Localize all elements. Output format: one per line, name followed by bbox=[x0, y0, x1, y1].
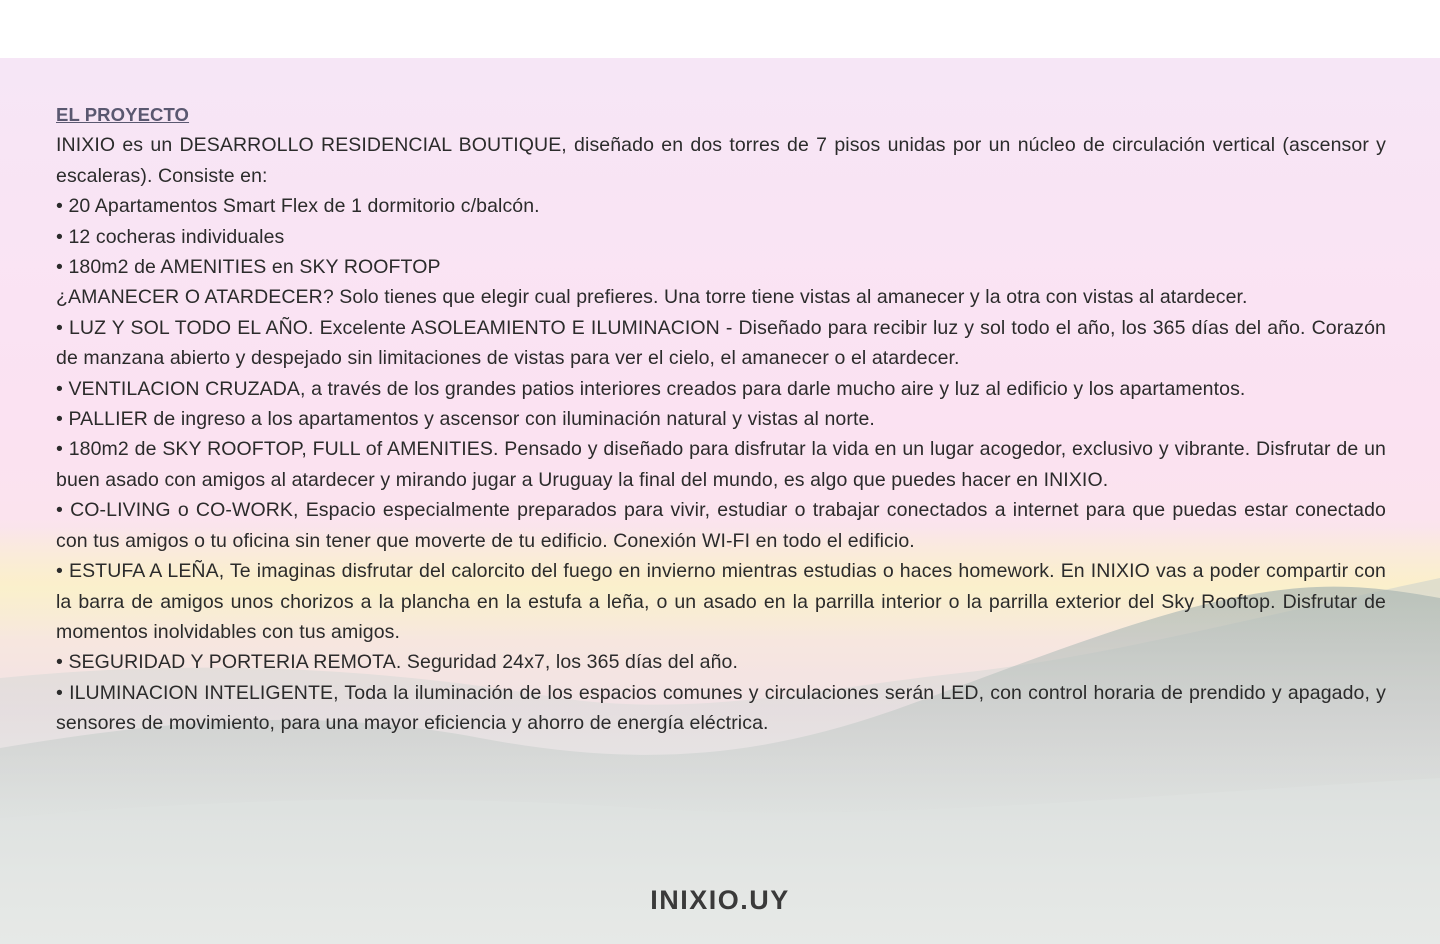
bullet-paragraph: • CO-LIVING o CO-WORK, Espacio especialmente preparados para vivir, estudiar o trabajar conectados a internet para que puedas estar conectado con tus amigos o tu oficina sin tener que moverte de tu edificio. Conexión WI-FI en todo el edificio. bbox=[56, 499, 1386, 552]
website-footer: INIXIO.UY bbox=[650, 885, 790, 915]
bullet-paragraph: • VENTILACION CRUZADA, a través de los grandes patios interiores creados para darle mucho aire y luz al edificio y los apartamentos. bbox=[56, 377, 1246, 400]
section-heading: EL PROYECTO bbox=[56, 104, 190, 125]
feature-item: • 180m2 de AMENITIES en SKY ROOFTOP bbox=[56, 256, 441, 279]
bullet-paragraph: • ILUMINACION INTELIGENTE, Toda la iluminación de los espacios comunes y circulaciones serán LED, con control horaria de prendido y apagado, y sensores de movimiento, para una mayor eficiencia y ahorro de energía eléctrica. bbox=[56, 681, 1386, 735]
feature-item: • 12 cocheras individuales bbox=[56, 225, 285, 248]
bullet-paragraph: • 180m2 de SKY ROOFTOP, FULL of AMENITIES. Pensado y diseñado para disfrutar la vida en un lugar acogedor, exclusivo y vibrante. Disfrutar de un buen asado con amigos al atardecer y mirando jugar a Uruguay la final del mundo, es algo que puedes hacer en INIXIO. bbox=[56, 438, 1386, 491]
bullet-paragraph: • ESTUFA A LEÑA, Te imaginas disfrutar del calorcito del fuego en invierno mientras estudias o haces homework. En INIXIO vas a poder compartir con la barra de amigos unos chorizos a la plancha en la estufa a leña, o un asado en la parrilla interior o la parrilla exterior del Sky Rooftop. Disfrutar de momentos inolvidables con tus amigos. bbox=[56, 560, 1386, 643]
bullet-paragraph: • PALLIER de ingreso a los apartamentos y ascensor con iluminación natural y vistas al norte. bbox=[56, 408, 875, 431]
bullet-paragraph: • LUZ Y SOL TODO EL AÑO. Excelente ASOLEAMIENTO E ILUMINACION - Diseñado para recibir luz y sol todo el año, los 365 días del año. Corazón de manzana abierto y despejado sin limitaciones de vistas para ver el cielo, el amanecer o el atardecer. bbox=[56, 316, 1386, 370]
question-paragraph: ¿AMANECER O ATARDECER? Solo tienes que elegir cual prefieres. Una torre tiene vistas al amanecer y la otra con vistas al atardecer. bbox=[56, 286, 1248, 309]
feature-item: • 20 Apartamentos Smart Flex de 1 dormitorio c/balcón. bbox=[56, 195, 540, 218]
top-margin bbox=[0, 0, 1440, 62]
intro-paragraph: INIXIO es un DESARROLLO RESIDENCIAL BOUTIQUE, diseñado en dos torres de 7 pisos unidas por un núcleo de circulación vertical (ascensor y escaleras). Consiste en: bbox=[56, 134, 1386, 187]
bullet-paragraph: • SEGURIDAD Y PORTERIA REMOTA. Seguridad 24x7, los 365 días del año. bbox=[56, 651, 738, 674]
project-description bbox=[56, 100, 1386, 739]
